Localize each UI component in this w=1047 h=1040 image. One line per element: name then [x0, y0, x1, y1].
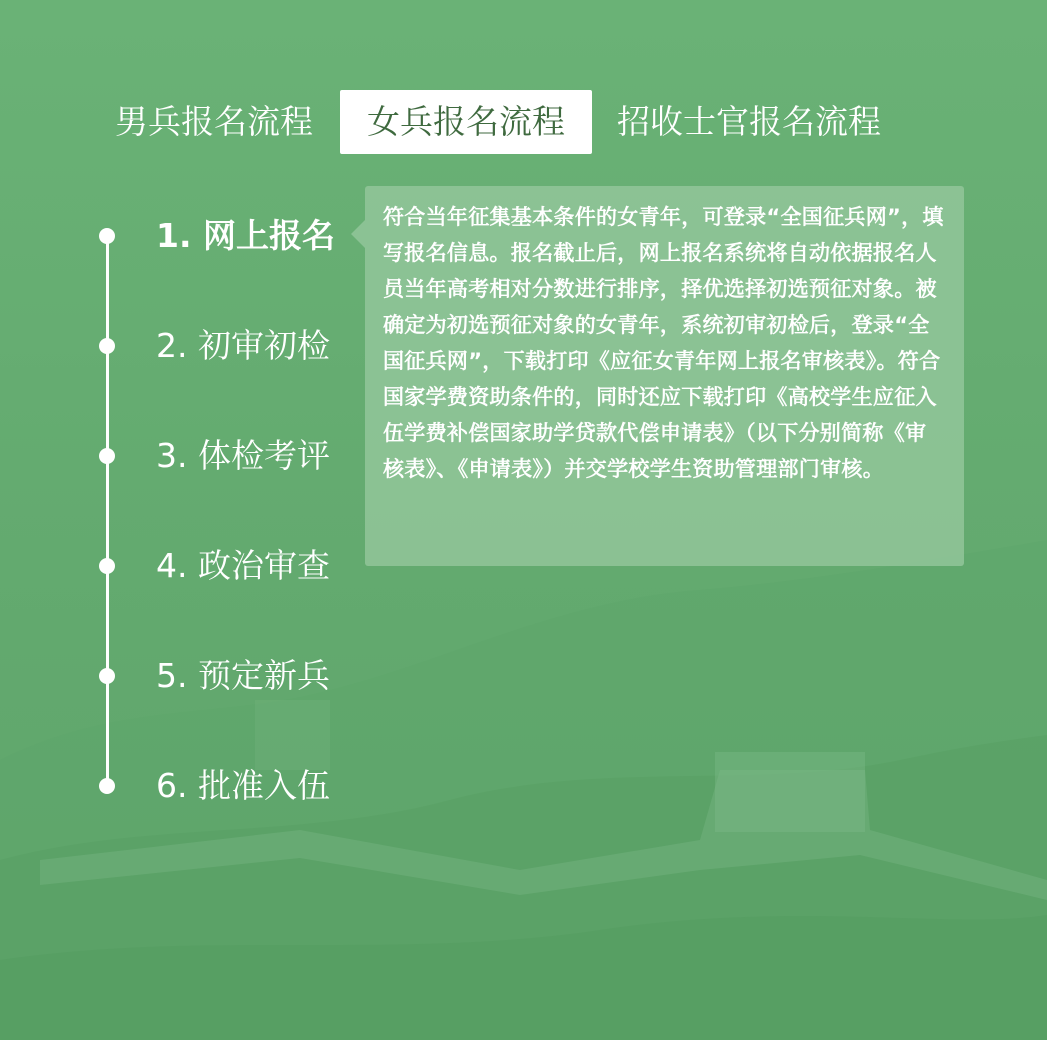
step-label: 6. 批准入伍 [156, 766, 330, 805]
timeline-dot [99, 228, 115, 244]
timeline-dot [99, 448, 115, 464]
enlistment-type-tabs [0, 90, 1047, 154]
step-label: 2. 初审初检 [156, 326, 330, 365]
timeline-dot [99, 668, 115, 684]
step-online-registration[interactable] [0, 211, 335, 261]
step-pre-selection[interactable] [0, 651, 330, 701]
step-label: 3. 体检考评 [156, 436, 330, 475]
tab-female-enlistment[interactable]: 女兵报名流程 [340, 90, 592, 154]
step-political-review[interactable] [0, 541, 330, 591]
step-physical-exam[interactable] [0, 431, 330, 481]
timeline-dot [99, 778, 115, 794]
step-detail-card [365, 186, 964, 566]
step-detail-text: 符合当年征集基本条件的女青年，可登录“全国征兵网”，填写报名信息。报名截止后，网上报名系统将自动依据报名人员当年高考相对分数进行排序，择优选择初选预征对象。被确定为初选预征对象的女青年，系统初审初检后，登录“全国征兵网”，下载打印《应征女青年网上报名审核表》。符合国家学费资助条件的，同时还应下载打印《高校学生应征入伍学费补偿国家助学贷款代偿申请表》（以下分别简称《审核表》、《申请表》）并交学校学生资助管理部门审核。 [383, 205, 944, 481]
step-label: 1. 网上报名 [156, 216, 335, 255]
step-label: 4. 政治审查 [156, 546, 330, 585]
card-pointer-arrow [351, 220, 365, 248]
tab-nco-recruitment[interactable]: 招收士官报名流程 [617, 102, 881, 141]
step-preliminary-check[interactable] [0, 321, 330, 371]
timeline-dot [99, 338, 115, 354]
step-label: 5. 预定新兵 [156, 656, 330, 695]
timeline-dot [99, 558, 115, 574]
tab-male-enlistment[interactable]: 男兵报名流程 [115, 102, 313, 141]
step-approval[interactable] [0, 761, 330, 811]
